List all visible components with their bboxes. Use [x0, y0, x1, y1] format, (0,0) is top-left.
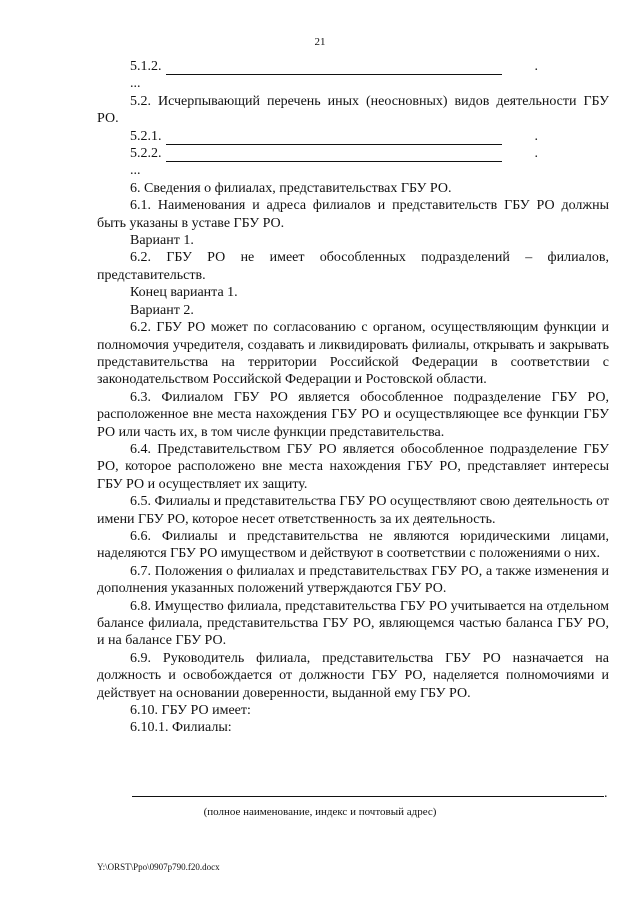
page-number: 21 — [314, 36, 326, 48]
paragraph-6-4: 6.4. Представительством ГБУ РО является обособленное подразделение ГБУ РО, которое расположено вне места нахождения ГБУ РО, представляет интересы ГБУ РО и осуществляет их защиту. — [97, 441, 609, 492]
address-caption: (полное наименование, индекс и почтовый адрес) — [203, 806, 437, 818]
paragraph-6-10-1: 6.10.1. Филиалы: — [130, 720, 232, 736]
section-6-heading: 6. Сведения о филиалах, представительствах ГБУ РО. — [130, 180, 452, 196]
paragraph-6-1: 6.1. Наименования и адреса филиалов и представительств ГБУ РО должны быть указаны в уставе ГБУ РО. — [97, 198, 609, 231]
paragraph-6-6: 6.6. Филиалы и представительства не являются юридическими лицами, наделяются ГБУ РО имуществом и действуют в соответствии с положениями о них. — [97, 528, 609, 562]
address-fill-dot: . — [604, 786, 608, 801]
paragraph-6-3: 6.3. Филиалом ГБУ РО является обособленное подразделение ГБУ РО, расположенное вне места нахождения ГБУ РО и осуществляющее все функции ГБУ РО или часть их, в том числе функции представительства. — [97, 389, 609, 440]
variant-1-label: Вариант 1. — [130, 233, 194, 249]
footer-file-path: Y:\ORST\Ppo\0907p790.f20.docx — [97, 862, 220, 872]
item-5-1-2: 5.1.2. . — [130, 59, 538, 74]
item-5-2-1: 5.2.1. . — [130, 128, 538, 144]
paragraph-6-2-v1: 6.2. ГБУ РО не имеет обособленных подразделений – филиалов, представительств. — [97, 250, 609, 283]
document-body — [97, 58, 609, 737]
paragraph-6-8: 6.8. Имущество филиала, представительства ГБУ РО учитывается на отдельном балансе филиала, представительства ГБУ РО, являющемся частью баланса ГБУ РО, и на балансе ГБУ РО. — [97, 598, 609, 649]
paragraph-6-5: 6.5. Филиалы и представительства ГБУ РО осуществляют свою деятельность от имени ГБУ РО, которое несет ответственность за их деятельность. — [97, 494, 609, 527]
paragraph-5-2: 5.2. Исчерпывающий перечень иных (неосновных) видов деятельности ГБУ РО. — [97, 93, 609, 127]
blank-fill-line — [166, 148, 502, 162]
address-fill-line — [132, 796, 604, 797]
blank-fill-line — [166, 61, 502, 75]
paragraph-6-2-v2: 6.2. ГБУ РО может по согласованию с органом, осуществляющим функции и полномочия учредителя, создавать и ликвидировать филиалы, открывать и закрывать представительства на территории Российской Федерации в соответствии с законодательством Российской Федерации и Ростовской области. — [97, 320, 609, 388]
blank-fill-line — [166, 131, 502, 145]
paragraph-6-10: 6.10. ГБУ РО имеет: — [130, 703, 251, 719]
item-5-2-2: 5.2.2. . — [130, 146, 538, 162]
ellipsis: ... — [130, 76, 141, 92]
variant-2-label: Вариант 2. — [130, 302, 194, 318]
paragraph-6-9: 6.9. Руководитель филиала, представительства ГБУ РО назначается на должность и освобождается от должности ГБУ РО, наделяется полномочиями и действует на основании доверенности, выданной ему ГБУ РО. — [97, 650, 609, 701]
variant-1-end: Конец варианта 1. — [130, 285, 238, 301]
ellipsis: ... — [130, 163, 141, 179]
paragraph-6-7: 6.7. Положения о филиалах и представительствах ГБУ РО, а также изменения и дополнения указанных положений утверждаются ГБУ РО. — [97, 563, 609, 597]
